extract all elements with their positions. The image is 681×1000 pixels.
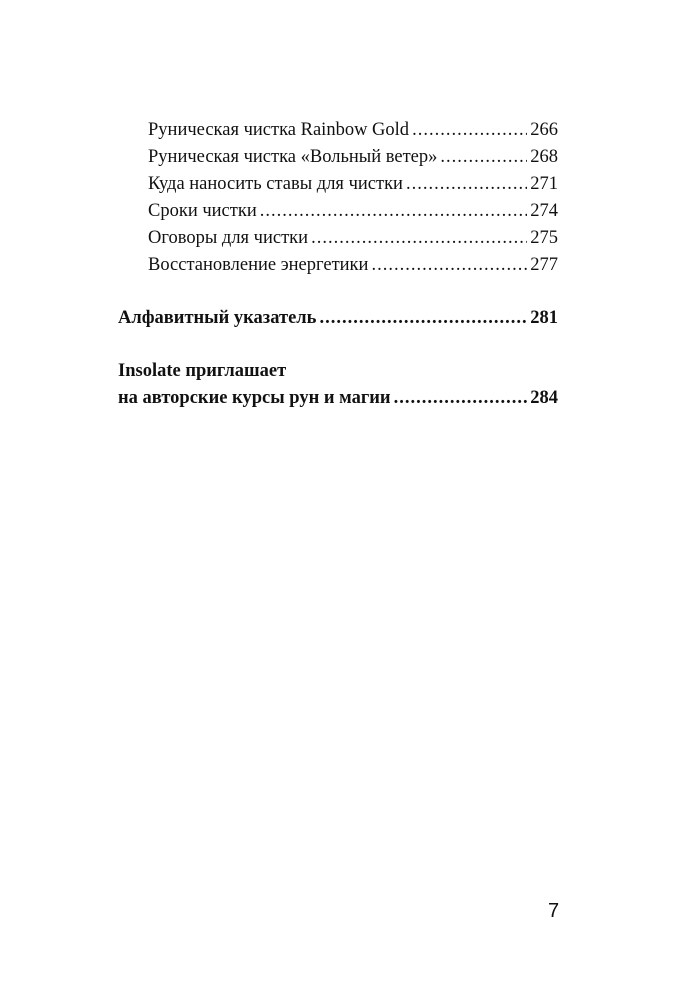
- table-of-contents: [118, 117, 558, 412]
- toc-entry-page: 274: [530, 201, 558, 221]
- toc-entry: [118, 252, 558, 279]
- toc-entry: [118, 117, 558, 144]
- toc-entry-title: Алфавитный указатель: [118, 308, 317, 328]
- toc-dot-leader: [440, 144, 527, 171]
- toc-entry-title: Сроки чистки: [148, 201, 257, 221]
- toc-entry-invite-line1: Insolate приглашает: [118, 361, 287, 381]
- toc-entry-page: 266: [530, 120, 558, 140]
- toc-entry-title: на авторские курсы рун и магии: [118, 388, 391, 408]
- toc-entry-page: 281: [530, 308, 558, 328]
- toc-entry: [118, 171, 558, 198]
- toc-entry-invite: [118, 385, 558, 412]
- toc-entry: [118, 198, 558, 225]
- page-number: 7: [548, 900, 560, 922]
- toc-entry-page: 277: [530, 255, 558, 275]
- toc-entry-page: 271: [530, 174, 558, 194]
- toc-dot-leader: [406, 171, 527, 198]
- toc-entry-title: Руническая чистка Rainbow Gold: [148, 120, 410, 140]
- toc-dot-leader: [394, 385, 528, 412]
- toc-entry: [118, 144, 558, 171]
- toc-entry-title: Оговоры для чистки: [148, 228, 309, 248]
- toc-entry: [118, 225, 558, 252]
- spacer: [118, 332, 558, 358]
- toc-dot-leader: [319, 305, 527, 332]
- toc-dot-leader: [371, 252, 527, 279]
- toc-entry-index: [118, 305, 558, 332]
- toc-dot-leader: [412, 117, 527, 144]
- toc-entry-title: Восстановление энергетики: [148, 255, 369, 275]
- spacer: [118, 279, 558, 305]
- toc-entry-title: Куда наносить ставы для чистки: [148, 174, 403, 194]
- toc-entry-page: 275: [530, 228, 558, 248]
- toc-entry-page: 268: [530, 147, 558, 167]
- toc-entry-title: Руническая чистка «Вольный ветер»: [148, 147, 438, 167]
- toc-entry-page: 284: [530, 388, 558, 408]
- toc-dot-leader: [311, 225, 527, 252]
- toc-dot-leader: [260, 198, 528, 225]
